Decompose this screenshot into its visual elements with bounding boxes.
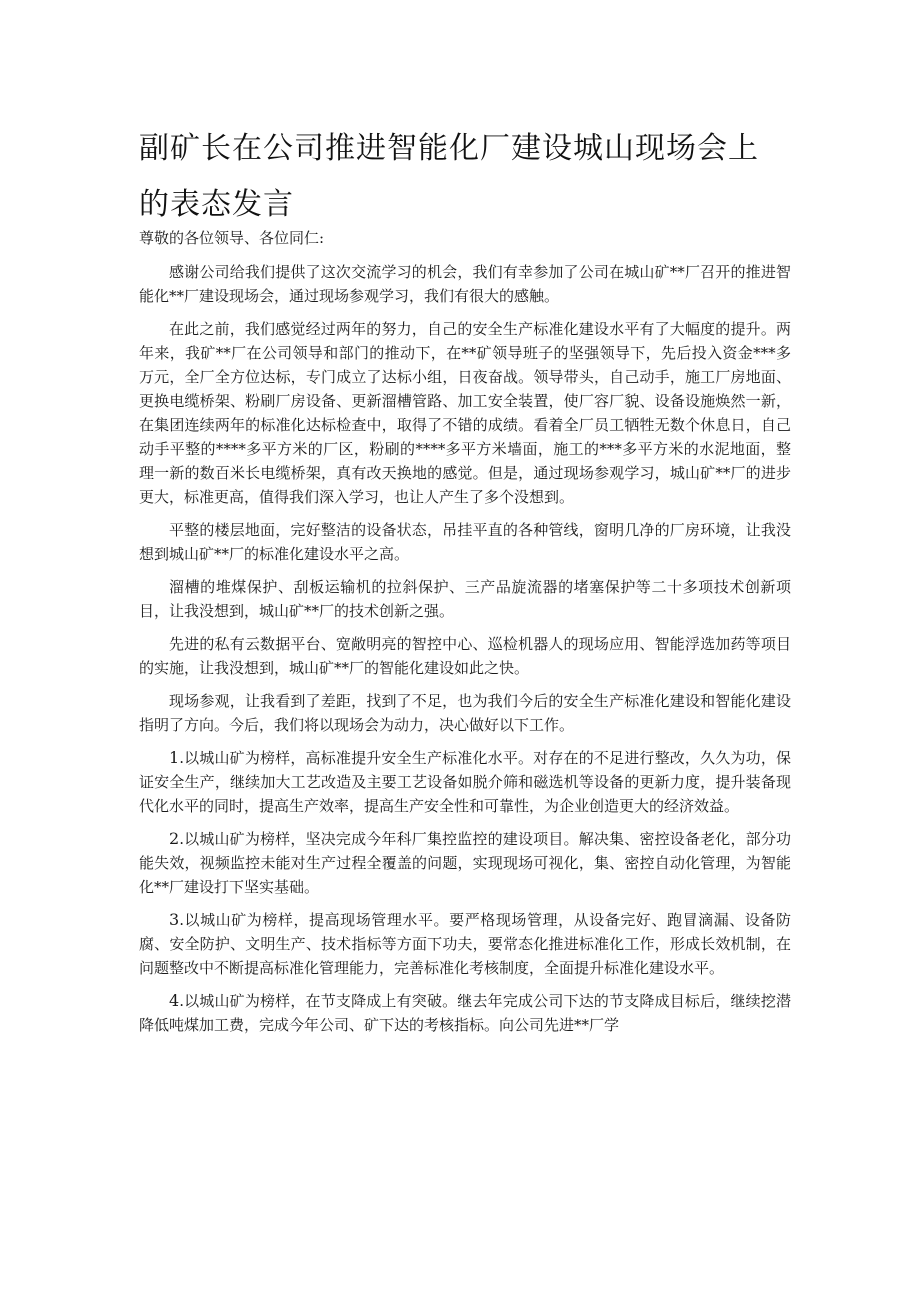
list-item <box>139 989 791 1037</box>
list-item-number: 3 <box>169 910 180 929</box>
document-body <box>139 226 791 1046</box>
list-item <box>139 908 791 980</box>
list-item-text: .以城山矿为榜样，提高现场管理水平。要严格现场管理，从设备完好、跑冒滴漏、设备防腐、安全防护、文明生产、技术指标等方面下功夫，要常态化推进标准化工作，形成长效机制，在问题整改中不断提高标准化管理能力，完善标准化考核制度，全面提升标准化建设水平。 <box>139 911 791 977</box>
list-item-number: 4 <box>169 991 180 1010</box>
paragraph-observation-standard: 平整的楼层地面，完好整洁的设备状态，吊挂平直的各种管线，窗明几净的厂房环境，让我没想到城山矿**厂的标准化建设水平之高。 <box>139 521 791 563</box>
paragraph-transition: 现场参观，让我看到了差距，找到了不足，也为我们今后的安全生产标准化建设和智能化建设指明了方向。今后，我们将以现场会为动力，决心做好以下工作。 <box>139 692 791 734</box>
list-item <box>139 827 791 899</box>
salutation: 尊敬的各位领导、各位同仁: <box>139 229 325 247</box>
list-item-number: 2 <box>169 829 180 848</box>
paragraph-background: 在此之前，我们感觉经过两年的努力，自己的安全生产标准化建设水平有了大幅度的提升。两年来，我矿**厂在公司领导和部门的推动下，在**矿领导班子的坚强领导下，先后投入资金***多万元，全厂全方位达标，专门成立了达标小组，日夜奋战。领导带头，自己动手，施工厂房地面、更换电缆桥架、粉刷厂房设备、更新溜槽管路、加工安全装置，使厂容厂貌、设备设施焕然一新，在集团连续两年的标准化达标检查中，取得了不错的成绩。看着全厂员工牺牲无数个休息日，自己动手平整的****多平方米的厂区，粉刷的****多平方米墙面，施工的***多平方米的水泥地面，整理一新的数百米长电缆桥架，真有改天换地的感觉。但是，通过现场参观学习，城山矿**厂的进步更大，标准更高，值得我们深入学习，也让人产生了多个没想到。 <box>139 320 791 506</box>
list-item-text: .以城山矿为榜样，高标准提升安全生产标准化水平。对存在的不足进行整改，久久为功，保证安全生产，继续加大工艺改造及主要工艺设备如脱介筛和磁选机等设备的更新力度，提升装备现代化水平的同时，提高生产效率，提高生产安全性和可靠性，为企业创造更大的经济效益。 <box>139 749 791 815</box>
paragraph-intro: 感谢公司给我们提供了这次交流学习的机会，我们有幸参加了公司在城山矿**厂召开的推进智能化**厂建设现场会，通过现场参观学习，我们有很大的感触。 <box>139 263 791 305</box>
list-item-text: .以城山矿为榜样，坚决完成今年科厂集控监控的建设项目。解决集、密控设备老化，部分功能失效，视频监控未能对生产过程全覆盖的问题，实现现场可视化，集、密控自动化管理，为智能化**厂建设打下坚实基础。 <box>139 830 791 896</box>
document-title: 副矿长在公司推进智能化厂建设城山现场会上的表态发言 <box>139 131 759 222</box>
paragraph-observation-intelligence: 先进的私有云数据平台、宽敞明亮的智控中心、巡检机器人的现场应用、智能浮选加药等项目的实施，让我没想到，城山矿**厂的智能化建设如此之快。 <box>139 635 791 677</box>
list-item <box>139 746 791 818</box>
list-item-text: .以城山矿为榜样，在节支降成上有突破。继去年完成公司下达的节支降成目标后，继续挖潜降低吨煤加工费，完成今年公司、矿下达的考核指标。向公司先进**厂学 <box>139 992 791 1034</box>
list-item-number: 1 <box>169 748 180 767</box>
paragraph-observation-innovation: 溜槽的堆煤保护、刮板运输机的拉斜保护、三产品旋流器的堵塞保护等二十多项技术创新项目，让我没想到，城山矿**厂的技术创新之强。 <box>139 578 791 620</box>
